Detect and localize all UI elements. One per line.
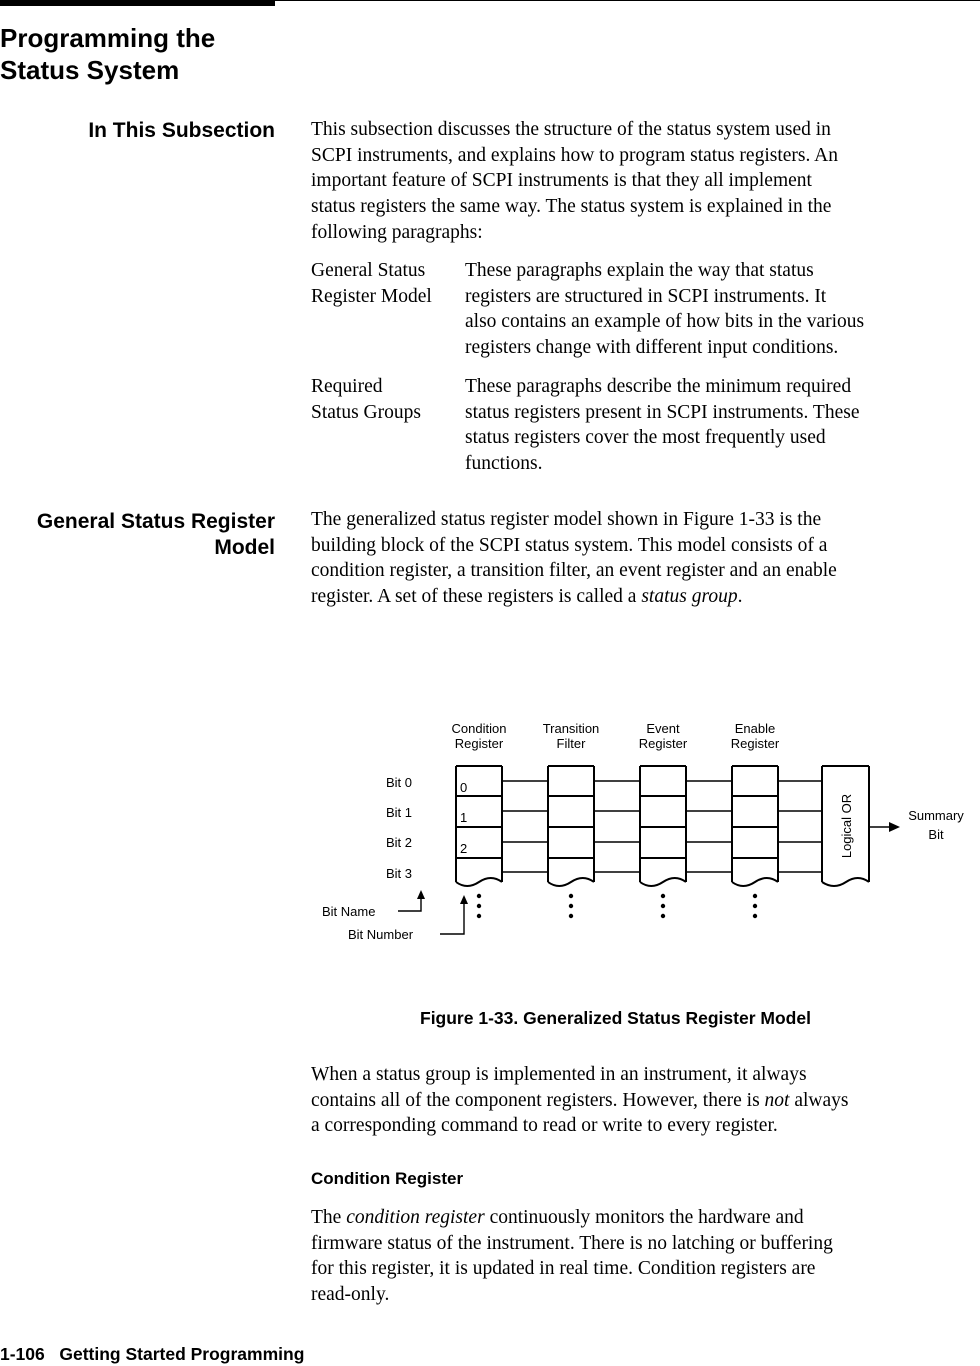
- page-number: 1-106: [0, 1344, 45, 1364]
- intro-line: status registers the same way. The status system is explained in the: [311, 196, 832, 218]
- after-figure-line: a corresponding command to read or write to every register.: [311, 1115, 778, 1137]
- enable-register-column: [732, 766, 778, 886]
- bit-number-arrowhead: [460, 895, 468, 904]
- chapter-title-line2: Status System: [0, 55, 180, 85]
- after-figure-paragraph: [311, 1062, 971, 1139]
- emphasis-status-group: status group: [641, 586, 738, 608]
- text-run: continuously monitors the hardware and: [484, 1207, 804, 1228]
- bit-name-leader: [398, 898, 421, 911]
- heading-line: Model: [214, 536, 275, 559]
- column-label-event: Event: [646, 721, 680, 736]
- bit-number-callout: Bit Number: [348, 927, 414, 942]
- condition-register-paragraph: [311, 1205, 971, 1308]
- bit-label: Bit 3: [386, 866, 413, 881]
- side-heading-in-this-subsection: In This Subsection: [88, 119, 275, 142]
- def-line: also contains an example of how bits in the various: [465, 311, 865, 333]
- def-line: status registers present in SCPI instruments. These: [465, 401, 860, 423]
- event-register-column: [640, 766, 686, 886]
- column-label-condition: Condition: [451, 721, 507, 736]
- summary-label: Bit: [928, 827, 944, 842]
- condition-line: [311, 1205, 971, 1231]
- text-run: register. A set of these registers is called a: [311, 586, 642, 608]
- def-line: status registers cover the most frequently used: [465, 427, 826, 449]
- term-line: Status Groups: [311, 401, 421, 423]
- column-label-transition: Filter: [556, 736, 586, 751]
- term-line: General Status: [311, 260, 426, 281]
- intro-line: important feature of SCPI instruments is that they all implement: [311, 170, 812, 192]
- bit-label: Bit 2: [386, 835, 413, 850]
- emphasis-condition-register: condition register: [346, 1207, 485, 1228]
- cell-number: 2: [460, 841, 468, 856]
- text-run: always: [789, 1089, 849, 1111]
- register-columns: [456, 766, 869, 886]
- def-line: registers are structured in SCPI instruments. It: [465, 285, 827, 307]
- bit-name-callout: Bit Name: [322, 904, 376, 919]
- intro-line: SCPI instruments, and explains how to program status registers. An: [311, 144, 838, 166]
- def-line: These paragraphs explain the way that status: [465, 260, 814, 281]
- continuation-dots: [477, 894, 757, 918]
- condition-line: firmware status of the instrument. There is no latching or buffering: [311, 1232, 833, 1254]
- condition-line: for this register, it is updated in real time. Condition registers are: [311, 1258, 816, 1280]
- def-line: registers change with different input conditions.: [465, 337, 839, 359]
- term-line: Required: [311, 376, 383, 397]
- summary-label: Summary: [908, 808, 964, 823]
- page-footer: [0, 1344, 304, 1365]
- bit-name-arrowhead: [417, 890, 425, 899]
- figure-caption: Figure 1-33. Generalized Status Register Model: [420, 1008, 811, 1028]
- bit-label: Bit 1: [386, 805, 413, 820]
- column-label-transition: Transition: [542, 721, 600, 736]
- def-line: functions.: [465, 453, 543, 475]
- model-line: building block of the SCPI status system. This model consists of a: [311, 534, 828, 556]
- text-run: The: [311, 1207, 347, 1228]
- text-run: .: [737, 586, 743, 608]
- summary-arrow-head: [889, 822, 900, 832]
- heading-line: General Status Register: [36, 510, 275, 533]
- bit-label: Bit 0: [386, 775, 413, 790]
- footer-title: Getting Started Programming: [59, 1344, 305, 1364]
- bit-number-leader: [440, 903, 464, 934]
- column-label-enable: Enable: [734, 721, 776, 736]
- text-run: contains all of the component registers. However, there is: [311, 1089, 765, 1111]
- after-figure-line: [311, 1088, 971, 1114]
- column-label-condition: Register: [454, 736, 504, 751]
- def-line: These paragraphs describe the minimum required: [465, 376, 852, 397]
- logical-or-label: Logical OR: [839, 793, 854, 859]
- intro-line: This subsection discusses the structure of the status system used in: [311, 119, 831, 140]
- column-label-enable: Register: [730, 736, 780, 751]
- transition-filter-column: [548, 766, 594, 886]
- intro-line: following paragraphs:: [311, 221, 483, 243]
- subheading-condition-register: Condition Register: [311, 1169, 464, 1188]
- model-line: condition register, a transition filter, an event register and an enable: [311, 560, 837, 582]
- chapter-title-line1: Programming the: [0, 23, 216, 53]
- column-label-event: Register: [638, 736, 688, 751]
- condition-line: read-only.: [311, 1284, 390, 1306]
- emphasis-not: not: [764, 1089, 790, 1111]
- cell-number: 0: [460, 780, 468, 795]
- term-line: Register Model: [311, 285, 432, 307]
- after-figure-line: When a status group is implemented in an instrument, it always: [311, 1064, 807, 1085]
- model-line: The generalized status register model shown in Figure 1-33 is the: [311, 509, 822, 530]
- cell-number: 1: [460, 810, 468, 825]
